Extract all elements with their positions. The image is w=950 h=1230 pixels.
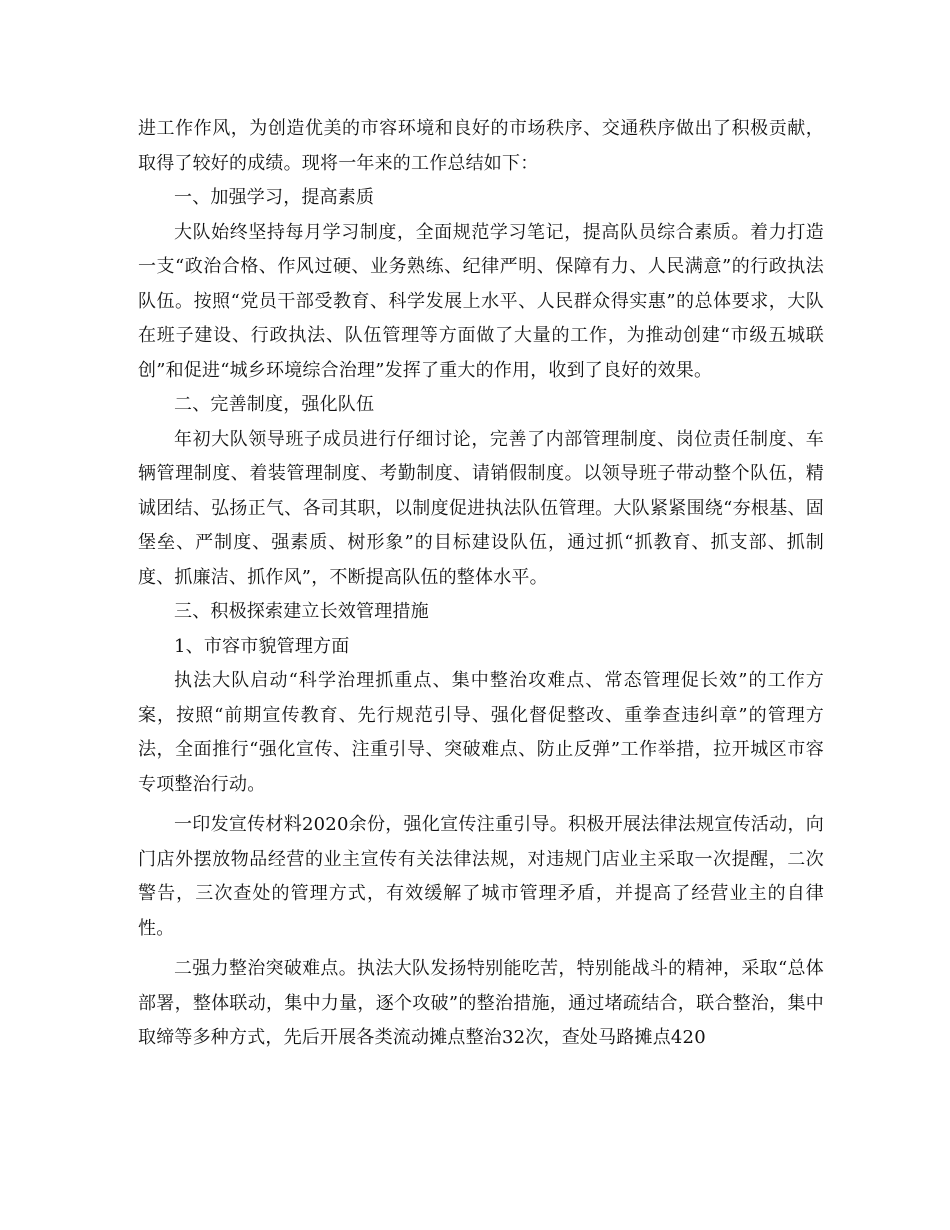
section-heading-long-term: 三、积极探索建立长效管理措施 bbox=[174, 601, 429, 622]
paragraph-system: 年初大队领导班子成员进行仔细讨论，完善了内部管理制度、岗位责任制度、车辆管理制度、着装管理制度、考勤制度、请销假制度。以领导班子带动整个队伍，精诚团结、弘扬正气、各司其职，以制度促进执法队伍管理。大队紧紧围绕“夯根基、固堡垒、严制度、强素质、树形象”的目标建设队伍，通过抓“抓教育、抓支部、抓制度、抓廉洁、抓作风”，不断提高队伍的整体水平。 bbox=[138, 428, 824, 588]
paragraph-cityscape: 执法大队启动“科学治理抓重点、集中整治攻难点、常态管理促长效”的工作方案，按照“前期宣传教育、先行规范引导、强化督促整改、重拳查违纠章”的管理方法，全面推行“强化宣传、注重引导、突破难点、防止反弹”工作举措，拉开城区市容专项整治行动。 bbox=[138, 670, 824, 795]
paragraph-intro-continuation: 进工作作风，为创造优美的市容环境和良好的市场秩序、交通秩序做出了积极贡献，取得了较好的成绩。现将一年来的工作总结如下： bbox=[138, 118, 824, 174]
section-heading-system: 二、完善制度，强化队伍 bbox=[174, 394, 375, 415]
paragraph-rectification: 二强力整治突破难点。执法大队发扬特别能吃苦，特别能战斗的精神，采取“总体部署，整体联动，集中力量，逐个攻破”的整治措施，通过堵疏结合，联合整治，集中取缔等多种方式，先后开展各类流动摊点整治32次，查处马路摊点420 bbox=[138, 958, 824, 1048]
paragraph-study: 大队始终坚持每月学习制度，全面规范学习笔记，提高队员综合素质。着力打造一支“政治合格、作风过硬、业务熟练、纪律严明、保障有力、人民满意”的行政执法队伍。按照“党员干部受教育、科学发展上水平、人民群众得实惠”的总体要求，大队在班子建设、行政执法、队伍管理等方面做了大量的工作，为推动创建“市级五城联创”和促进“城乡环境综合治理”发挥了重大的作用，收到了良好的效果。 bbox=[138, 221, 824, 381]
paragraph-publicity: 一印发宣传材料2020余份，强化宣传注重引导。积极开展法律法规宣传活动，向门店外摆放物品经营的业主宣传有关法律法规，对违规门店业主采取一次提醒，二次警告，三次查处的管理方式，有效缓解了城市管理矛盾，并提高了经营业主的自律性。 bbox=[138, 814, 824, 939]
section-heading-study: 一、加强学习，提高素质 bbox=[174, 187, 375, 208]
subsection-heading-cityscape: 1、市容市貌管理方面 bbox=[174, 635, 350, 657]
document-body bbox=[138, 112, 824, 1056]
